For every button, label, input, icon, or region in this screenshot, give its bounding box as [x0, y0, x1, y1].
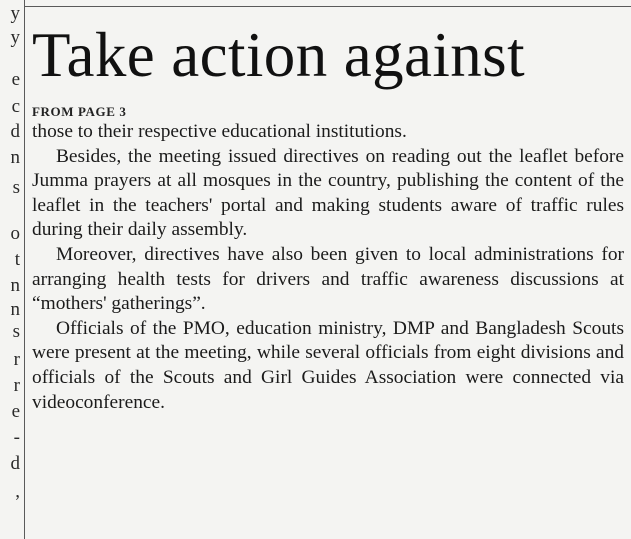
headline: Take action against — [32, 20, 525, 90]
paragraph: Moreover, directives have also been given to local administrations for arranging health tests for drivers and traffic awareness discussions at “mothers' gatherings”. — [32, 243, 624, 315]
neighbor-letter: e — [11, 401, 20, 422]
neighbor-letter: s — [12, 321, 20, 342]
top-rule — [24, 6, 631, 7]
article-body — [32, 120, 624, 415]
neighbor-letter: s — [12, 177, 20, 198]
article — [32, 20, 624, 415]
neighbor-letter: d — [10, 121, 20, 142]
paragraph: those to their respective educational institutions. — [32, 121, 407, 142]
neighbor-letter: e — [11, 69, 20, 90]
paragraph: Besides, the meeting issued directives on reading out the leaflet before Jumma prayers at all mosques in the country, publishing the content of the leaflet in the teachers' portal and making students aware of traffic rules during their daily assembly. — [32, 145, 624, 241]
neighbor-letter: t — [14, 249, 20, 270]
neighbor-column-fragment — [0, 0, 22, 539]
neighbor-letter: n — [10, 275, 20, 296]
neighbor-letter: - — [13, 427, 20, 448]
column-divider — [24, 0, 25, 539]
neighbor-letter: d — [10, 453, 20, 474]
neighbor-letter: o — [10, 223, 20, 244]
neighbor-letter: n — [10, 147, 20, 168]
neighbor-letter: c — [11, 96, 20, 117]
neighbor-letter: r — [13, 375, 20, 396]
neighbor-letter: r — [13, 349, 20, 370]
paragraph: Officials of the PMO, education ministry, DMP and Bangladesh Scouts were present at the meeting, while several officials from eight divisions and officials of the Scouts and Girl Guides Association were connected via videoconference. — [32, 317, 624, 413]
neighbor-letter: y — [10, 3, 20, 24]
neighbor-letter: , — [15, 481, 20, 502]
jump-label: FROM PAGE 3 — [32, 104, 127, 119]
neighbor-letter: n — [10, 299, 20, 320]
neighbor-letter: y — [10, 27, 20, 48]
